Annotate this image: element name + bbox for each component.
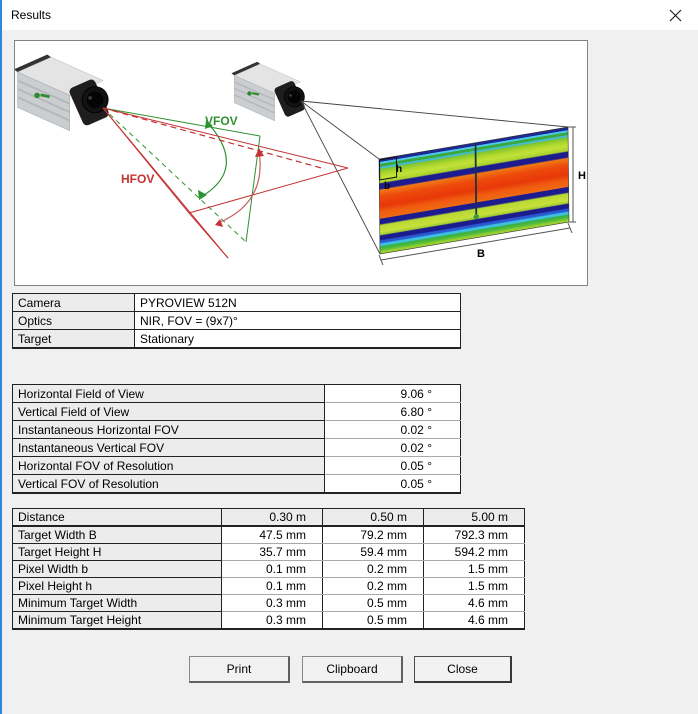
distance-header-cell: 0.50 m [323, 509, 424, 527]
clipboard-button[interactable]: Clipboard [302, 656, 403, 683]
row-label-cell: Optics [13, 312, 135, 330]
row-label-cell: Target Width B [13, 526, 222, 544]
row-label-cell: Target [13, 330, 135, 349]
row-value-cell: 0.05 ° [325, 475, 461, 494]
row-value-cell: 594.2 mm [424, 544, 525, 561]
camera-info-table [12, 293, 461, 349]
close-icon [669, 9, 682, 22]
row-value-cell: 4.6 mm [424, 595, 525, 612]
row-label-cell: Pixel Height h [13, 578, 222, 595]
row-label-cell: Minimum Target Height [13, 612, 222, 630]
row-value-cell: 1.5 mm [424, 578, 525, 595]
row-value-cell: NIR, FOV = (9x7)° [135, 312, 461, 330]
print-button[interactable]: Print [189, 656, 290, 683]
row-value-cell: 35.7 mm [222, 544, 323, 561]
distance-header-cell: Distance [13, 509, 222, 527]
target-width-label: B [477, 248, 485, 260]
table-row [13, 403, 461, 421]
table-row [13, 526, 525, 544]
row-value-cell: 0.5 mm [323, 612, 424, 630]
row-label-cell: Horizontal FOV of Resolution [13, 457, 325, 475]
row-value-cell: 4.6 mm [424, 612, 525, 630]
table-row [13, 544, 525, 561]
thermal-image [379, 127, 569, 254]
row-value-cell: 0.1 mm [222, 561, 323, 578]
fov-diagram-panel [14, 40, 588, 286]
row-value-cell: 0.2 mm [323, 578, 424, 595]
table-row [13, 457, 461, 475]
row-value-cell: 6.80 ° [325, 403, 461, 421]
table-row [13, 509, 525, 527]
distance-header-cell: 0.30 m [222, 509, 323, 527]
table-row [13, 595, 525, 612]
row-value-cell: 59.4 mm [323, 544, 424, 561]
row-label-cell: Vertical FOV of Resolution [13, 475, 325, 494]
row-value-cell: 0.2 mm [323, 561, 424, 578]
fov-diagram [15, 41, 587, 285]
target-height-label: H [578, 170, 586, 182]
distance-header-cell: 5.00 m [424, 509, 525, 527]
fov-results-table [12, 384, 461, 494]
row-value-cell: 0.3 mm [222, 595, 323, 612]
probe-line [475, 143, 476, 215]
vfov-label: VFOV [205, 114, 238, 128]
row-value-cell: 0.02 ° [325, 439, 461, 457]
row-value-cell: 792.3 mm [424, 526, 525, 544]
row-value-cell: 0.5 mm [323, 595, 424, 612]
table-row [13, 475, 461, 494]
table-row [13, 421, 461, 439]
row-value-cell: 1.5 mm [424, 561, 525, 578]
row-label-cell: Vertical Field of View [13, 403, 325, 421]
row-label-cell: Instantaneous Vertical FOV [13, 439, 325, 457]
pixel-width-label: b [384, 181, 391, 192]
row-value-cell: 0.1 mm [222, 578, 323, 595]
table-row [13, 385, 461, 403]
window-title: Results [11, 8, 52, 22]
row-value-cell: PYROVIEW 512N [135, 294, 461, 312]
camera-1-illustration [15, 54, 115, 130]
close-window-button[interactable] [653, 0, 698, 30]
camera-2-illustration [231, 62, 310, 121]
pixel-height-label: h [396, 164, 403, 175]
row-value-cell: 0.02 ° [325, 421, 461, 439]
table-row [13, 439, 461, 457]
row-value-cell: Stationary [135, 330, 461, 349]
close-button[interactable]: Close [414, 656, 512, 683]
row-value-cell: 9.06 ° [325, 385, 461, 403]
row-value-cell: 0.05 ° [325, 457, 461, 475]
table-row [13, 561, 525, 578]
title-bar [2, 0, 698, 30]
table-row [13, 294, 461, 312]
hfov-label: HFOV [121, 172, 155, 186]
row-value-cell: 47.5 mm [222, 526, 323, 544]
row-label-cell: Minimum Target Width [13, 595, 222, 612]
table-row [13, 578, 525, 595]
distance-results-table [12, 508, 525, 630]
row-label-cell: Camera [13, 294, 135, 312]
row-value-cell: 0.3 mm [222, 612, 323, 630]
row-label-cell: Target Height H [13, 544, 222, 561]
row-label-cell: Instantaneous Horizontal FOV [13, 421, 325, 439]
table-row [13, 312, 461, 330]
table-row [13, 330, 461, 349]
table-row [13, 612, 525, 630]
row-label-cell: Pixel Width b [13, 561, 222, 578]
row-value-cell: 79.2 mm [323, 526, 424, 544]
row-label-cell: Horizontal Field of View [13, 385, 325, 403]
